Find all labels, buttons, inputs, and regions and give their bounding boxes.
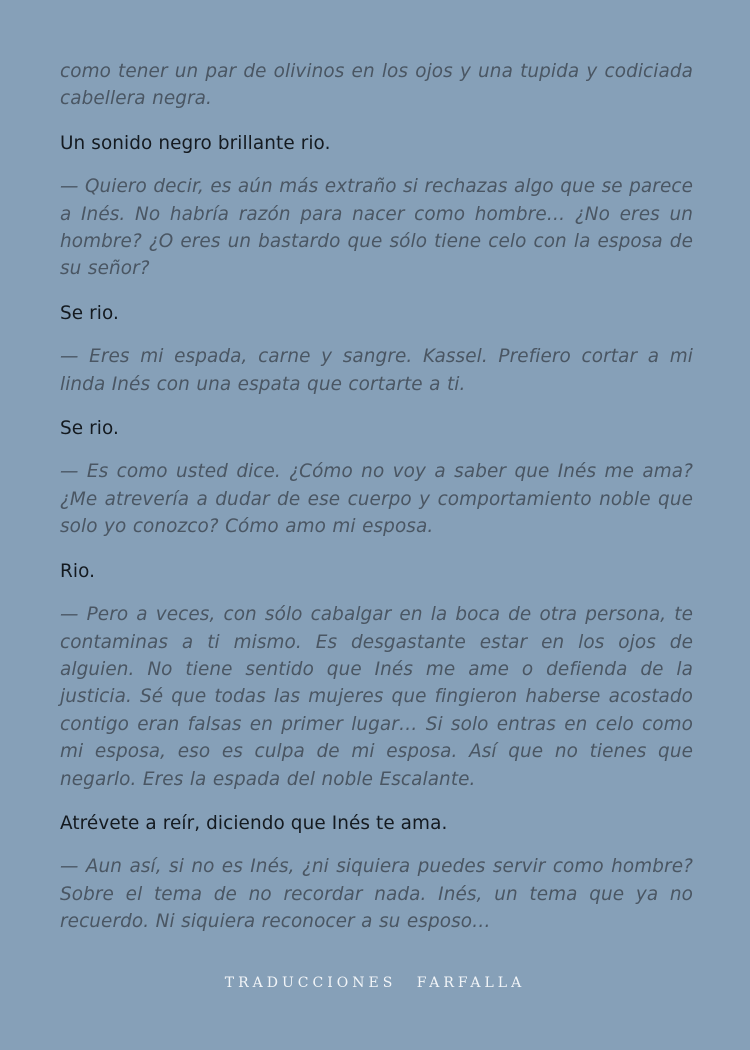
paragraph-dialogue: — Es como usted dice. ¿Cómo no voy a saber que Inés me ama? ¿Me atrevería a dudar de ese cuerpo y comportamiento noble que solo yo conozco? Cómo amo mi esposa. bbox=[60, 461, 693, 538]
paragraph-narration: Se rio. bbox=[60, 418, 119, 440]
paragraph-dialogue: como tener un par de olivinos en los ojos y una tupida y codiciada cabellera negra. bbox=[60, 61, 693, 110]
paragraph-narration: Un sonido negro brillante rio. bbox=[60, 132, 331, 154]
paragraph-narration: Atrévete a reír, diciendo que Inés te ama. bbox=[60, 812, 448, 834]
paragraph-dialogue: — Pero a veces, con sólo cabalgar en la boca de otra persona, te contaminas a ti mismo. Es desgastante estar en los ojos de alguien. No tiene sentido que Inés me ame o defienda de la justicia. Sé que todas las mujeres que fingieron haberse acostado contigo eran falsas en primer lugar… Si solo entras en celo como mi esposa, eso es culpa de mi esposa. Así que no tienes que negarlo. Eres la espada del noble Escalante. bbox=[60, 604, 693, 790]
paragraph-dialogue: — Quiero decir, es aún más extraño si rechazas algo que se parece a Inés. No habría razón para nacer como hombre… ¿No eres un hombre? ¿O eres un bastardo que sólo tiene celo con la esposa de su señor? bbox=[60, 176, 693, 280]
paragraph-narration: Se rio. bbox=[60, 302, 119, 324]
page-footer-credit: TRADUCCIONES FARFALLA bbox=[224, 975, 526, 991]
page-body bbox=[60, 58, 693, 953]
paragraph-narration: Rio. bbox=[60, 560, 96, 582]
paragraph-dialogue: — Eres mi espada, carne y sangre. Kassel. Prefiero cortar a mi linda Inés con una espata que cortarte a ti. bbox=[60, 346, 693, 395]
paragraph-dialogue: — Aun así, si no es Inés, ¿ni siquiera puedes servir como hombre? Sobre el tema de no recordar nada. Inés, un tema que ya no recuerdo. Ni siquiera reconocer a su esposo… bbox=[60, 856, 693, 933]
